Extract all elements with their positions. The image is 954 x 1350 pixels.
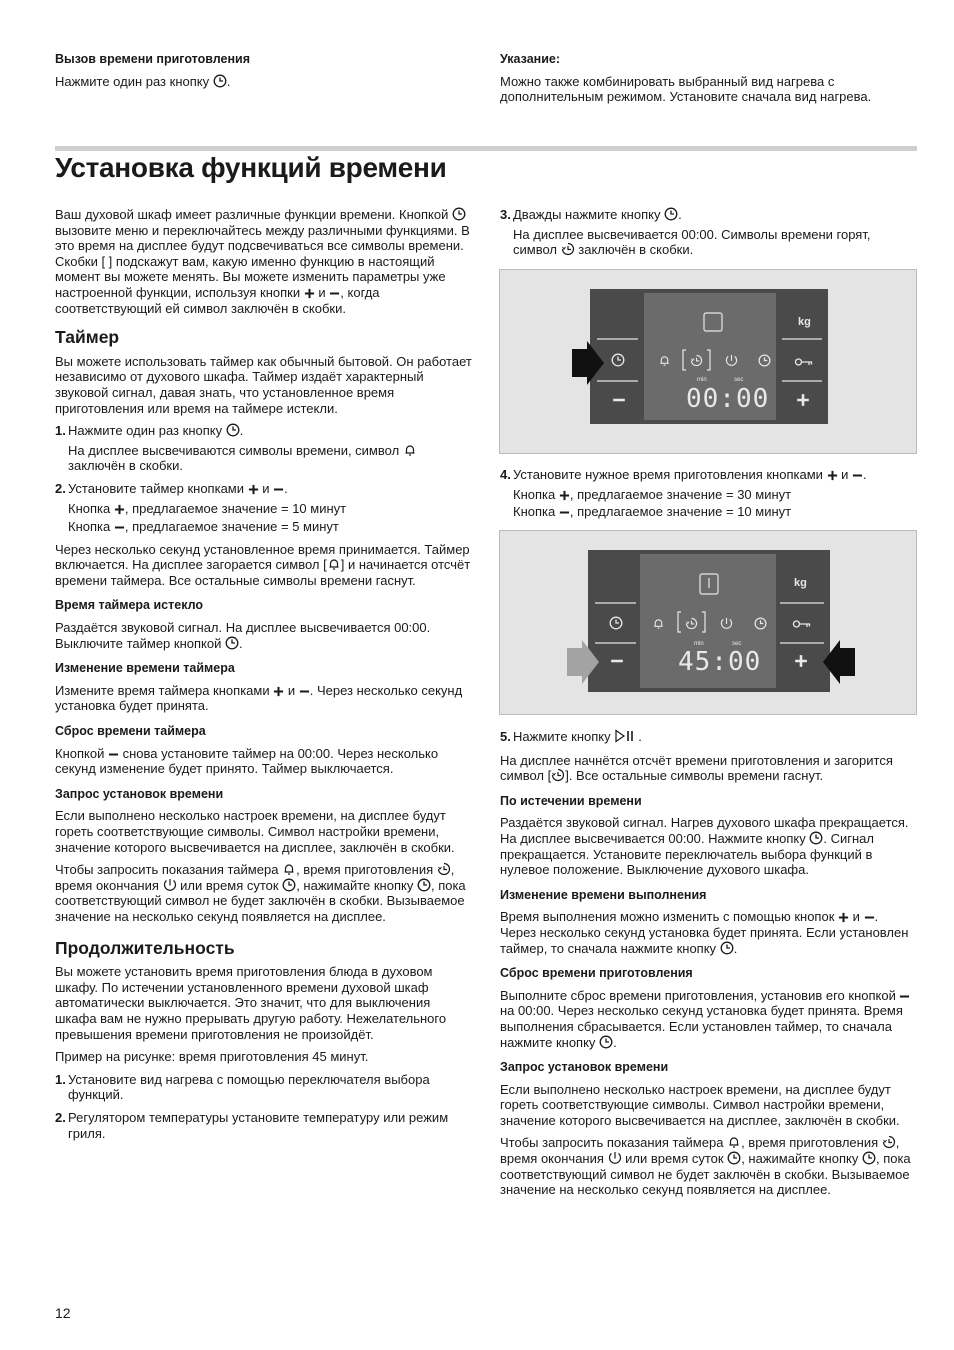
clock-icon <box>226 423 240 437</box>
step-number: 3. <box>500 207 511 222</box>
page-number: 12 <box>55 1305 71 1321</box>
text: . <box>226 73 231 89</box>
right-column-middle <box>500 467 915 527</box>
text: Нажмите один раз кнопку <box>68 423 223 439</box>
minus-icon <box>852 470 863 481</box>
clock-icon <box>213 74 227 88</box>
text: вызовите меню и переключайтесь между различными функциями. В это время на дисплее будут подсвечиваться все символы времени. Скобки [ ] подскажут вам, какую именно функцию в настоящий момент вы можете менять. Вы можете изменить параметры уже настроенной функции, используя кнопки <box>55 222 470 300</box>
text: или время суток <box>625 1151 724 1167</box>
text: . <box>678 207 682 222</box>
paragraph: Пример на рисунке: время приготовления 45 минут. <box>55 1049 369 1065</box>
text: и <box>262 480 270 496</box>
text: Дважды нажмите кнопку <box>513 207 661 222</box>
text: на 00:00. Через несколько секунд установка будет принята. Время выполнения сбрасывается. Если установлен таймер, то сначала нажмите кнопку <box>500 1003 903 1050</box>
duration-icon <box>882 1135 896 1149</box>
step-number: 5. <box>500 729 511 744</box>
paragraph <box>500 909 915 956</box>
start-stop-icon <box>614 729 638 743</box>
text: Раздаётся звуковой сигнал. Нагрев духового шкафа прекращается. На дисплее высвечивается 00:00. Нажмите кнопку <box>500 815 909 846</box>
duration-icon <box>561 242 575 256</box>
minus-icon <box>899 991 910 1002</box>
control-panel-figure-1 <box>499 269 917 454</box>
clock-icon <box>282 878 296 892</box>
intro-paragraph <box>55 207 473 316</box>
text: На дисплее высвечивается 00:00. Символы времени горят, символ <box>513 226 871 258</box>
text: заключён в скобки. <box>578 242 694 258</box>
text: и <box>852 909 860 925</box>
timer-after <box>55 542 473 589</box>
text: Измените время таймера кнопками <box>55 682 270 698</box>
arrow-pointer-plus-icon <box>823 640 855 684</box>
bell-icon <box>327 557 341 571</box>
text: , предлагаемое значение = 10 минут <box>569 504 792 520</box>
plus-icon <box>827 470 838 481</box>
clock-button-icon[interactable] <box>612 354 624 366</box>
text: Установите таймер кнопками <box>68 480 245 496</box>
text: Нажмите кнопку <box>513 729 611 744</box>
text: , время приготовления <box>296 862 434 878</box>
bell-icon <box>727 1135 741 1149</box>
header-left <box>55 52 475 96</box>
step-number: 2. <box>55 1109 66 1125</box>
clock-icon <box>809 831 823 845</box>
header-right <box>500 52 910 112</box>
bell-icon <box>660 357 668 365</box>
text: Кнопка <box>68 519 111 535</box>
text: заключён в скобки. <box>68 458 183 474</box>
clock-icon <box>417 878 431 892</box>
text: и <box>318 284 326 300</box>
text: , предлагаемое значение = 5 минут <box>124 519 339 535</box>
subheading: Сброс времени таймера <box>55 724 206 739</box>
timer-heading: Таймер <box>55 327 120 348</box>
text: На дисплее начнётся отсчёт времени приготовления и загорится символ [ <box>500 752 893 784</box>
timer-step-1-result <box>55 443 473 474</box>
minus-icon <box>114 522 125 533</box>
duration-icon <box>691 355 701 365</box>
min-label: min <box>697 377 707 383</box>
timer-minus-default <box>55 519 473 535</box>
minus-icon <box>108 749 119 760</box>
minus-icon <box>273 484 284 495</box>
text: , время приготовления <box>741 1135 879 1151</box>
text: Нажмите один раз кнопку <box>55 73 210 89</box>
min-label: min <box>694 641 704 647</box>
paragraph <box>55 746 473 777</box>
paragraph <box>500 1135 915 1197</box>
text: Чтобы запросить показания таймера <box>55 862 279 878</box>
text: . <box>284 480 288 496</box>
clock-icon <box>755 618 766 629</box>
control-panel-drawing <box>500 270 918 455</box>
note-title: Указание: <box>500 52 561 66</box>
step-5 <box>500 729 915 745</box>
text: . Через несколько секунд установка будет принята. <box>55 682 463 714</box>
paragraph <box>500 753 915 784</box>
subheading: Сброс времени приготовления <box>500 966 693 981</box>
plus-button-icon[interactable] <box>797 394 809 406</box>
minus-icon <box>299 686 310 697</box>
text: Кнопка <box>513 504 556 520</box>
end-time-icon <box>726 355 736 365</box>
text: Ваш духовой шкаф имеет различные функции времени. Кнопкой <box>55 207 449 222</box>
paragraph: Вы можете установить время приготовления блюда в духовом шкафу. По истечении установленного времени духовой шкаф автоматически выключается. Это значит, что для выключения шкафа вам не нужно прерывать другую работу. Нежелательного превышения времени приготовления не произойдёт. <box>55 964 447 1042</box>
text: , нажимайте кнопку <box>741 1151 859 1167</box>
kg-label: kg <box>798 316 811 328</box>
timer-step-1 <box>55 423 473 439</box>
control-panel-drawing <box>500 531 918 716</box>
plus-icon <box>304 288 315 299</box>
oven-mode-icon <box>704 313 722 331</box>
text: Установите нужное время приготовления кнопками <box>513 467 823 482</box>
text: снова установите таймер на 00:00. Через несколько секунд изменение будет принято. Таймер выключается. <box>55 745 439 777</box>
note-text: Можно также комбинировать выбранный вид нагрева с дополнительным режимом. Установите сначала вид нагрева. <box>500 73 872 105</box>
text: Выполните сброс времени приготовления, установив его кнопкой <box>500 987 896 1003</box>
bell-icon <box>403 443 417 457</box>
left-column <box>55 207 473 1145</box>
text: . <box>638 729 642 744</box>
text: Кнопкой <box>55 745 105 761</box>
text: , время окончания <box>500 1135 900 1167</box>
text: На дисплее высвечиваются символы времени, символ <box>68 442 400 458</box>
text: , нажимайте кнопку <box>296 877 414 893</box>
text: и <box>287 682 296 698</box>
arrow-pointer-icon <box>572 341 604 385</box>
page-title: Установка функций времени <box>55 152 447 183</box>
duration-icon <box>437 862 451 876</box>
text: , время окончания <box>55 862 455 893</box>
step-number: 1. <box>55 423 66 439</box>
duration-step-1 <box>55 1072 473 1103</box>
text: Чтобы запросить показания таймера <box>500 1135 724 1151</box>
subheading: Запрос установок времени <box>55 786 224 801</box>
duration-icon <box>686 618 696 628</box>
text: Кнопка <box>513 486 556 502</box>
step-number: 2. <box>55 480 66 496</box>
bell-icon <box>654 620 662 628</box>
subheading: Запрос установок времени <box>500 1060 669 1075</box>
text: Время выполнения можно изменить с помощью кнопок <box>500 909 835 925</box>
clock-icon <box>664 207 678 221</box>
text: , предлагаемое значение = 10 минут <box>124 500 347 516</box>
sec-label: sec <box>732 641 742 647</box>
subheading: Изменение времени выполнения <box>500 887 707 902</box>
plus-icon <box>838 912 849 923</box>
text: Через несколько секунд установленное время принимается. Таймер включается. На дисплее загорается символ [ <box>55 541 470 573</box>
paragraph: Если выполнено несколько настроек времени, на дисплее будут гореть соответствующие символы. Символ настройки времени, значение которого высвечивается на дисплее, заключён в скобки. <box>55 808 455 855</box>
clock-icon <box>225 636 239 650</box>
clock-icon <box>759 355 770 366</box>
text: , пока соответствующий символ не будет заключён в скобки. Вызываемое значение на несколько секунд появляется на дисплее. <box>55 877 466 924</box>
end-time-icon <box>721 618 731 628</box>
text: . <box>239 423 244 439</box>
plus-icon <box>248 484 259 495</box>
section-title: Вызов времени приготовления <box>55 52 251 66</box>
text: Кнопка <box>68 500 111 516</box>
kg-label: kg <box>794 577 807 589</box>
subheading: Время таймера истекло <box>55 598 204 613</box>
text: ]. Все остальные символы времени гаснут. <box>565 768 824 784</box>
minus-icon <box>864 912 875 923</box>
minus-icon <box>329 288 340 299</box>
text: . <box>863 467 867 482</box>
text: . Через несколько секунд установка будет принята. Если установлен таймер, то сначала нажмите кнопку <box>500 909 909 956</box>
child-lock-icon[interactable] <box>794 621 811 627</box>
text: . <box>238 635 243 651</box>
end-time-icon <box>163 878 177 892</box>
text: . <box>733 940 738 956</box>
clock-icon <box>599 1035 613 1049</box>
clock-icon <box>862 1151 876 1165</box>
plus-icon <box>559 490 570 501</box>
plus-icon <box>273 686 284 697</box>
right-column-top <box>500 207 915 265</box>
subheading: Изменение времени таймера <box>55 661 235 676</box>
bell-icon <box>282 862 296 876</box>
divider <box>55 146 917 151</box>
text: ] и начинается отсчёт времени таймера. Все остальные символы времени гаснут. <box>55 557 471 588</box>
paragraph <box>55 620 473 651</box>
duration-step-2 <box>55 1110 473 1141</box>
text: , пока соответствующий символ не будет заключён в скобки. Вызываемое значение на несколько секунд появляется на дисплее. <box>500 1151 911 1198</box>
plus-default <box>500 487 915 503</box>
step-number: 1. <box>55 1071 66 1087</box>
plus-button-icon[interactable] <box>795 655 807 667</box>
paragraph <box>500 988 915 1050</box>
text: Регулятором температуры установите температуру или режим гриля. <box>68 1109 449 1141</box>
timer-intro: Вы можете использовать таймер как обычный бытовой. Он работает независимо от духового шкафа. Таймер издаёт характерный звуковой сигнал, давая знать, что установленное время приготовления или время на таймере истекли. <box>55 353 472 416</box>
subheading: По истечении времени <box>500 793 642 808</box>
clock-icon <box>610 617 622 629</box>
duration-heading: Продолжительность <box>55 937 235 958</box>
minus-default <box>500 504 915 520</box>
text: , когда соответствующий ей символ заключён в скобки. <box>55 284 380 316</box>
step-4 <box>500 467 915 483</box>
step-number: 4. <box>500 467 511 482</box>
paragraph <box>55 862 473 924</box>
text: и <box>841 467 849 482</box>
text: или время суток <box>180 877 279 893</box>
display-digits: 45:00 <box>678 647 762 677</box>
step-3-result <box>500 227 915 258</box>
paragraph <box>55 74 475 90</box>
child-lock-icon[interactable] <box>796 359 813 365</box>
display-digits: 00:00 <box>686 384 770 414</box>
step-3 <box>500 207 915 223</box>
clock-icon <box>452 207 466 221</box>
text: Установите вид нагрева с помощью переключателя выбора функций. <box>68 1071 430 1103</box>
plus-icon <box>114 504 125 515</box>
paragraph: Если выполнено несколько настроек времени, на дисплее будут гореть соответствующие символы. Символ настройки времени, значение которого высвечивается на дисплее, заключён в скобки. <box>500 1081 900 1128</box>
right-column-bottom <box>500 729 915 1205</box>
paragraph <box>55 683 473 714</box>
arrow-pointer-minus-icon <box>567 640 599 684</box>
text: . Сигнал прекращается. Установите переключатель выбора функций в нулевое положение. Выключение духового шкафа. <box>500 830 875 878</box>
text: Раздаётся звуковой сигнал. На дисплее высвечивается 00:00. Выключите таймер кнопкой <box>55 620 431 651</box>
clock-icon <box>720 941 734 955</box>
paragraph <box>500 815 915 877</box>
clock-icon <box>727 1151 741 1165</box>
timer-plus-default <box>55 501 473 517</box>
sec-label: sec <box>734 377 744 383</box>
text: , предлагаемое значение = 30 минут <box>569 486 792 502</box>
minus-icon <box>559 507 570 518</box>
timer-step-2 <box>55 481 473 497</box>
control-panel-figure-2 <box>499 530 917 715</box>
duration-icon <box>551 768 565 782</box>
text: . <box>613 1034 617 1050</box>
end-time-icon <box>608 1151 622 1165</box>
